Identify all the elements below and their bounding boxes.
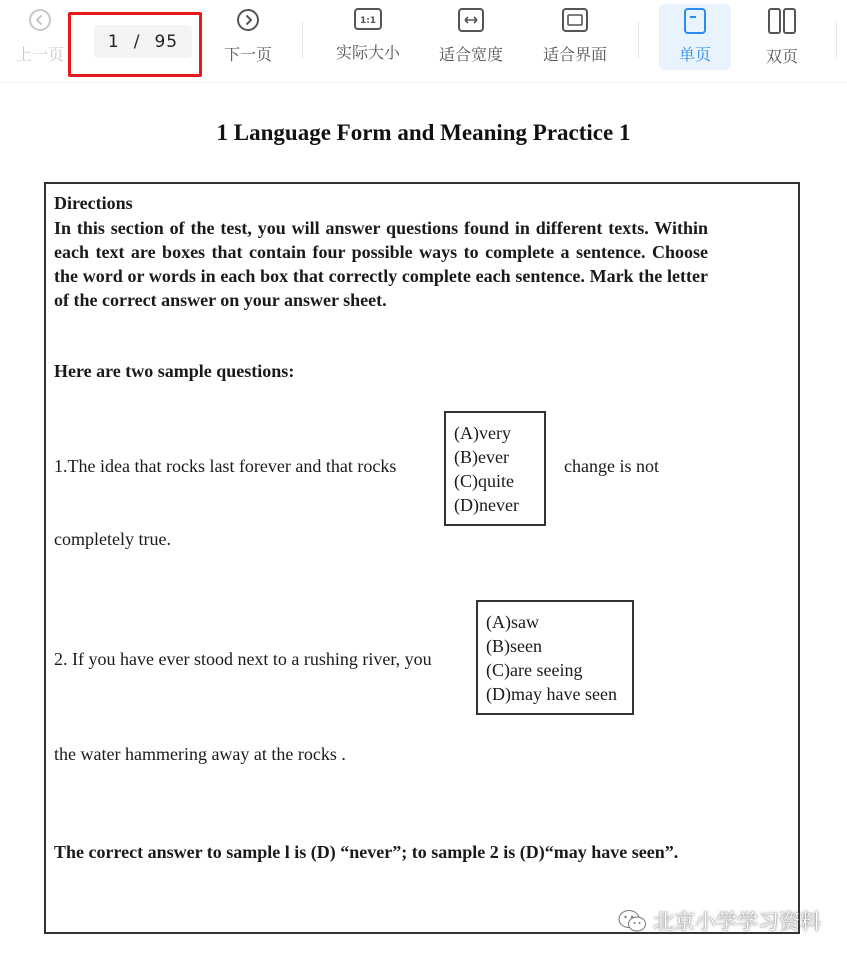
viewer-toolbar: [0, 0, 847, 83]
red-highlight-annotation: [68, 12, 202, 77]
double-page-icon: [768, 8, 796, 34]
fit-width-icon: [458, 8, 484, 32]
directions-heading: Directions: [54, 193, 133, 213]
q1-option-d: (D)never: [454, 495, 519, 515]
fit-page-label: 适合界面: [542, 45, 607, 64]
q2-continuation: the water hammering away at the rocks .: [54, 744, 346, 764]
directions-text: In this section of the test, you will answer questions found in different texts. Within each text are boxes that contain four possible ways to complete a sentence. Choose the word or words in each box that correctly complete each sentence. Mark the letter of the correct answer on your answer sheet.: [54, 218, 708, 310]
next-page-label: 下一页: [223, 45, 272, 64]
samples-heading: Here are two sample questions:: [54, 361, 295, 381]
q1-text-after: change is not: [564, 456, 659, 476]
next-page-button[interactable]: [218, 8, 278, 74]
page-separator: /: [133, 31, 141, 52]
double-page-button[interactable]: [752, 8, 812, 74]
svg-text:1:1: 1:1: [359, 16, 377, 26]
double-page-label: 双页: [765, 47, 798, 66]
q1-continuation: completely true.: [54, 529, 171, 549]
chevron-left-circle-icon: [28, 8, 52, 32]
actual-size-label: 实际大小: [335, 43, 400, 62]
q1-option-a: (A)very: [454, 423, 511, 443]
fit-page-icon: [562, 8, 588, 32]
wechat-icon: [617, 908, 647, 934]
q1-options-box: [444, 411, 546, 526]
q2-text-before: 2. If you have ever stood next to a rushing river, you: [54, 649, 432, 669]
total-pages: 95: [154, 31, 179, 52]
actual-size-button[interactable]: [328, 8, 408, 74]
single-page-label: 单页: [678, 45, 711, 64]
fit-page-button[interactable]: [535, 8, 615, 74]
q1-text-before: 1.The idea that rocks last forever and that rocks: [54, 456, 397, 476]
q1-option-c: (C)quite: [454, 471, 514, 491]
fit-width-label: 适合宽度: [438, 45, 503, 64]
q2-option-d: (D)may have seen: [486, 684, 617, 704]
fit-width-button[interactable]: [431, 8, 511, 74]
actual-size-icon: [354, 8, 382, 30]
q2-option-b: (B)seen: [486, 636, 542, 656]
q2-options-box: [476, 600, 634, 715]
answer-text: The correct answer to sample l is (D) “never”; to sample 2 is (D)“may have seen”.: [54, 842, 679, 862]
single-page-button[interactable]: [659, 4, 731, 70]
watermark: [617, 906, 821, 936]
toolbar-divider: [302, 22, 303, 58]
q2-option-a: (A)saw: [486, 612, 539, 632]
chevron-right-circle-icon: [236, 8, 260, 32]
toolbar-divider: [638, 22, 639, 58]
document-title: 1 Language Form and Meaning Practice 1: [216, 120, 631, 145]
toolbar-divider: [836, 22, 837, 58]
prev-page-label: 上一页: [15, 45, 64, 64]
prev-page-button[interactable]: [10, 8, 70, 74]
watermark-text: 北京小学学习资料: [653, 910, 821, 934]
current-page: 1: [107, 31, 120, 52]
single-page-icon: [684, 8, 706, 34]
q2-option-c: (C)are seeing: [486, 660, 583, 680]
q1-option-b: (B)ever: [454, 447, 509, 467]
